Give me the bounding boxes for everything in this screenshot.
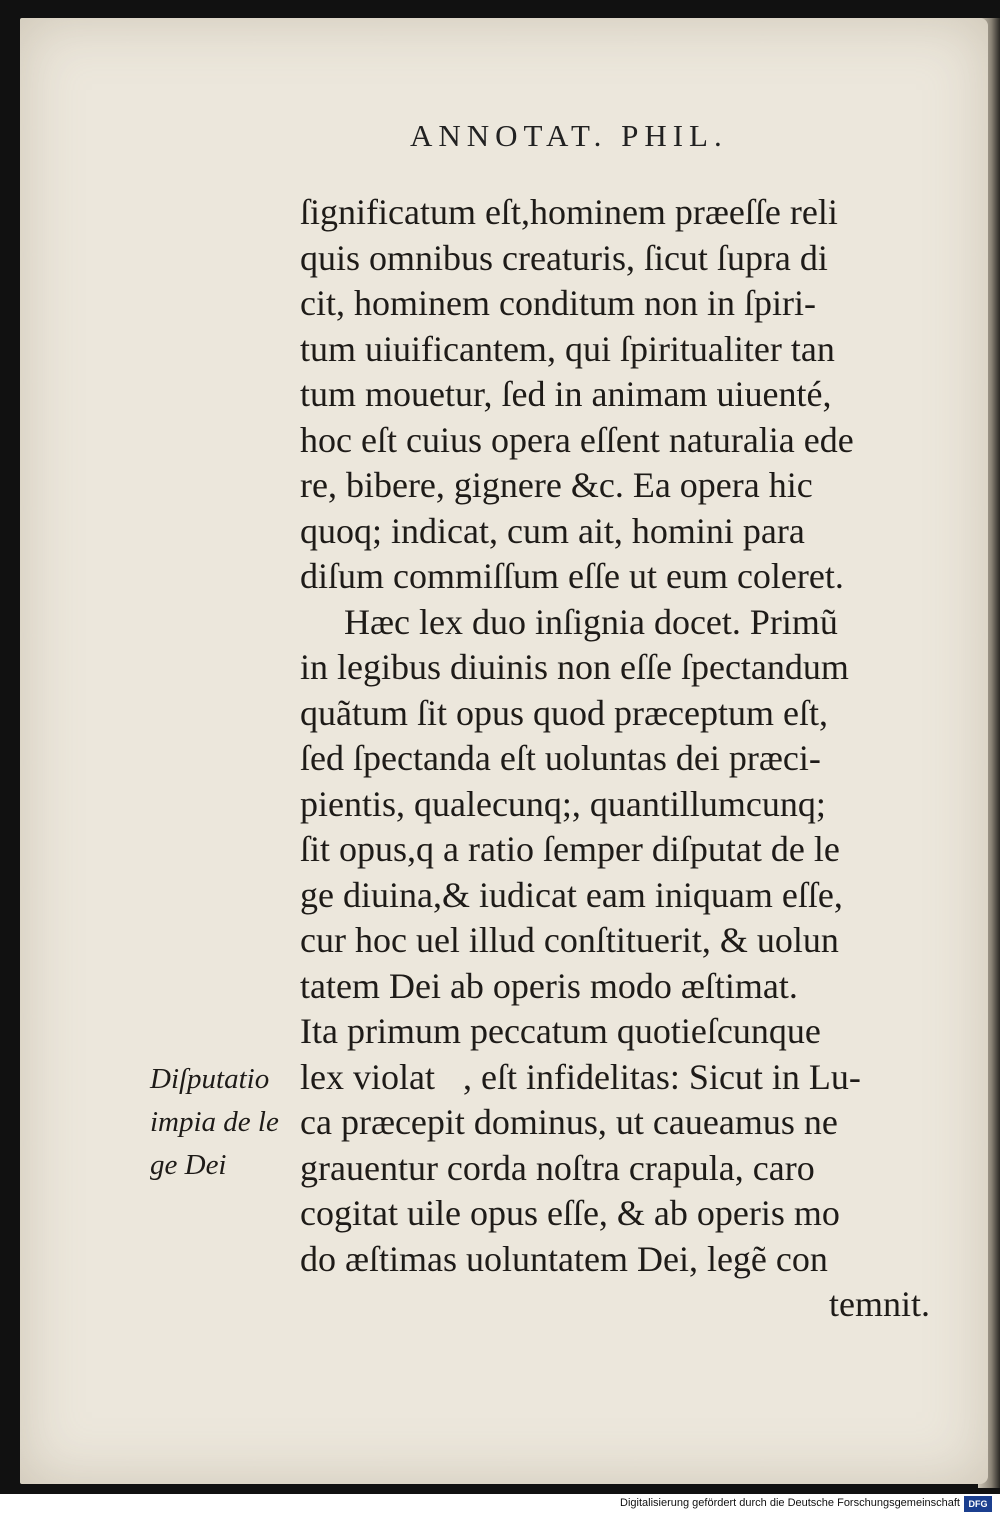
paragraph-start-line: Hæc lex duo inſignia docet. Primũ: [344, 601, 838, 642]
text-line: ca præcepit dominus, ut caueamus ne: [300, 1102, 838, 1142]
text-line: Ita primum peccatum quotieſcunque: [300, 1011, 821, 1051]
marginal-note-line: ge Dei: [150, 1149, 227, 1181]
marginal-note-line: Diſputatio: [150, 1063, 270, 1095]
text-line: diſum commiſſum eſſe ut eum coleret.: [300, 556, 844, 596]
text-line: lex violatᷣ, eſt infidelitas: Sicut in Lu-: [300, 1056, 861, 1097]
running-header: ANNOTAT. PHIL.: [410, 118, 728, 153]
footer-bar: [0, 1494, 1000, 1516]
text-line: do æſtimas uoluntatem Dei, legẽ con: [300, 1238, 828, 1279]
text-line: hoc eſt cuius opera eſſent naturalia ede: [300, 419, 854, 460]
main-text-block: [300, 190, 930, 1328]
marginal-note-line: impia de le: [150, 1106, 279, 1138]
text-line: pientis, qualecunq;, quantillumcunq;: [300, 783, 826, 824]
text-line: tatem Dei ab operis modo æſtimat.: [300, 965, 798, 1006]
marginal-note: [150, 1058, 310, 1187]
text-line: ſed ſpectanda eſt uoluntas dei præci-: [300, 738, 821, 778]
text-line: quoq; indicat, cum ait, homini para: [300, 510, 805, 551]
text-line: in legibus diuinis non eſſe ſpectandum: [300, 647, 849, 687]
digitization-credit: Digitalisierung gefördert durch die Deutsche Forschungsgemeinschaft: [620, 1497, 960, 1509]
text-line: tum mouetur, ſed in animam uiuenté,: [300, 374, 832, 414]
text-line-last: temnit.: [829, 1284, 930, 1324]
text-line: ſit opus,q a ratio ſemper diſputat de le: [300, 829, 840, 869]
text-line: quãtum ſit opus quod præceptum eſt,: [300, 692, 828, 733]
text-line: re, bibere, gignere &c. Ea opera hic: [300, 465, 813, 505]
text-line: tum uiuificantem, qui ſpiritualiter tan: [300, 328, 835, 369]
dfg-logo: DFG: [964, 1496, 992, 1512]
text-line: quis omnibus creaturis, ſicut ſupra di: [300, 237, 828, 278]
text-line: cur hoc uel illud conſtituerit, & uolun: [300, 920, 839, 960]
text-line: cit, hominem conditum non in ſpiri-: [300, 283, 816, 323]
text-line: ſignificatum eſt,hominem præeſſe reli: [300, 192, 838, 232]
text-line: cogitat uile opus eſſe, & ab operis mo: [300, 1193, 840, 1233]
text-line: ge diuina,& iudicat eam iniquam eſſe,: [300, 874, 843, 915]
text-line: grauentur corda noſtra crapula, caro: [300, 1147, 815, 1188]
